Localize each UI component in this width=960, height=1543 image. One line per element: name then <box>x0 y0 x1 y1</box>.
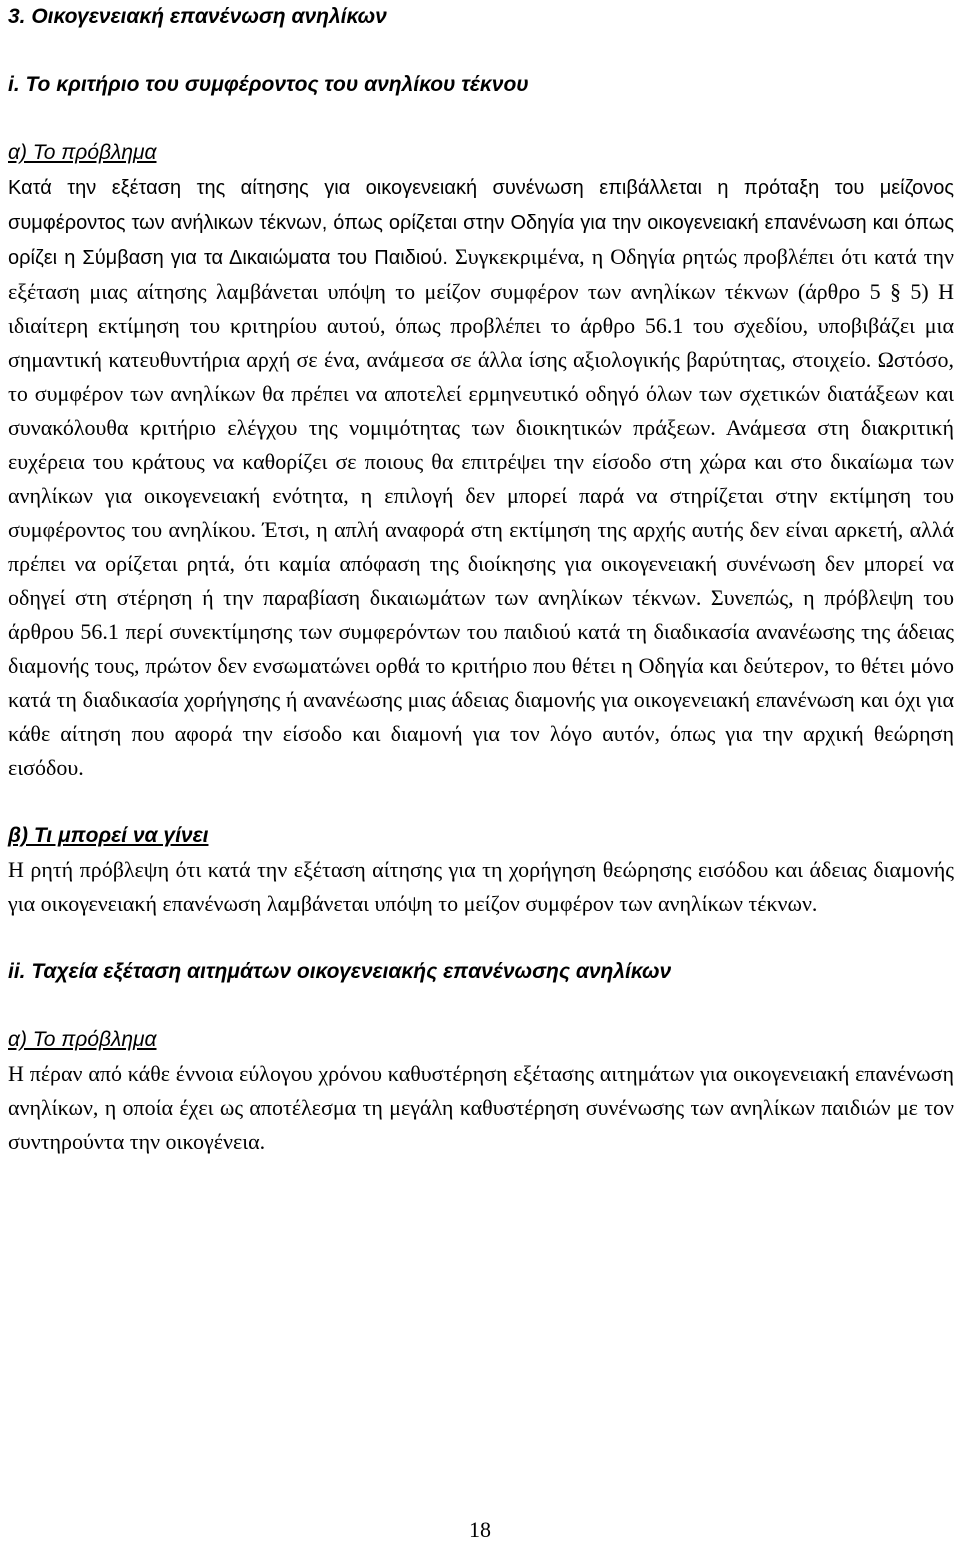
page-number: 18 <box>469 1517 491 1542</box>
section-heading: 3. Οικογενειακή επανένωση ανηλίκων <box>8 5 387 28</box>
part-a2-label: α) Το πρόβλημα <box>8 1028 157 1051</box>
part-a-intro-text: Κατά την εξέταση της αίτησης για οικογενειακή συνένωση επιβάλλεται η πρόταξη του μείζονος συμφέροντος των ανήλικων τέκνων, όπως ορίζεται στην Οδηγία για την οικογενειακή επανένωση και όπως ορίζει η Σύμβαση για τα Δικαιώματα του Παιδιού. <box>8 177 954 269</box>
part-a2-paragraph: Η πέραν από κάθε έννοια εύλογου χρόνου καθυστέρηση εξέτασης αιτημάτων για οικογενειακή επανένωση ανηλίκων, η οποία έχει ως αποτέλεσμα τη μεγάλη καθυστέρηση συνένωσης των ανηλίκων παιδιών με τον συντηρούντα την οικογένεια. <box>8 1061 954 1154</box>
part-a-paragraph <box>8 170 954 785</box>
part-b-paragraph: Η ρητή πρόβλεψη ότι κατά την εξέταση αίτησης για τη χορήγηση θεώρησης εισόδου και άδειας διαμονής για οικογενειακή επανένωση λαμβάνεται υπόψη το μείζον συμφέρον των ανηλίκων τέκνων. <box>8 857 954 916</box>
subsection-heading-ii: ii. Ταχεία εξέταση αιτημάτων οικογενειακής επανένωσης ανηλίκων <box>8 960 672 983</box>
document-page <box>8 0 954 1159</box>
subsection-heading-i: i. Το κριτήριο του συμφέροντος του ανηλίκου τέκνου <box>8 73 529 96</box>
part-a-label: α) Το πρόβλημα <box>8 141 157 164</box>
part-a-body-text: Συγκεκριμένα, η Οδηγία ρητώς προβλέπει ότι κατά την εξέταση μιας αίτησης λαμβάνεται υπόψη το μείζον συμφέρον των ανηλίκων τέκνων (άρθρο 5 § 5) Η ιδιαίτερη εκτίμηση του κριτηρίου αυτού, όπως προβλέπει το άρθρο 56.1 του σχεδίου, υποβιβάζει μια σημαντική κατευθυντήρια αρχή σε ένα, ανάμεσα σε άλλα ίσης αξιολογικής βαρύτητας, στοιχείο. Ωστόσο, το συμφέρον των ανηλίκων θα πρέπει να αποτελεί ερμηνευτικό οδηγό όλων των σχετικών διατάξεων και συνακόλουθα κριτήριο ελέγχου της νομιμότητας των διοικητικών πράξεων. Ανάμεσα στη διακριτική ευχέρεια του κράτους να καθορίζει σε ποιους θα επιτρέψει την είσοδο στη χώρα και στο δικαίωμα των ανηλίκων για οικογενειακή ενότητα, η επιλογή δεν μπορεί παρά να στηρίζεται στην εκτίμηση του συμφέροντος του ανηλίκου. Έτσι, η απλή αναφορά στη εκτίμηση της αρχής αυτής δεν είναι αρκετή, αλλά πρέπει να ορίζεται ρητά, ότι καμία απόφαση της διοίκησης για οικογενειακή συνένωση δεν μπορεί να οδηγεί στη στέρηση ή την παραβίαση δικαιωμάτων των ανηλίκων τέκνων. Συνεπώς, η πρόβλεψη του άρθρου 56.1 περί συνεκτίμησης των συμφερόντων του παιδιού κατά τη διαδικασία ανανέωσης της άδειας διαμονής τους, πρώτον δεν ενσωματώνει ορθά το κριτήριο που θέτει η Οδηγία και δεύτερον, το θέτει μόνο κατά τη διαδικασία χορήγησης ή ανανέωσης μιας άδειας διαμονής για οικογενειακή επανένωση και όχι για κάθε αίτηση που αφορά την είσοδο και διαμονή για τον λόγο αυτόν, όπως για την αρχική θεώρηση εισόδου. <box>8 244 954 780</box>
part-b-label: β) Τι μπορεί να γίνει <box>8 824 209 847</box>
